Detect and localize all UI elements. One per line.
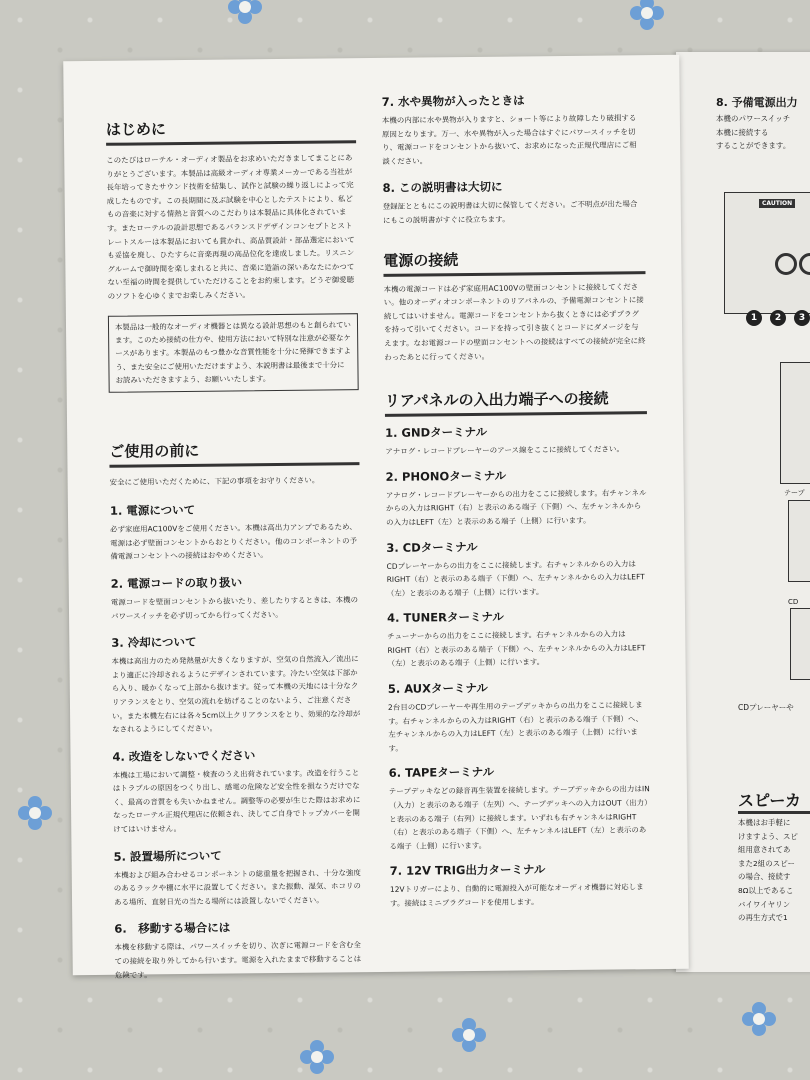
item-title: 6. 移動する場合には [114, 920, 231, 937]
caution-item [382, 178, 644, 228]
item-body: 必ず家庭用AC100Vをご使用ください。本機は高出力アンプであるため、電源は必ず壁面コンセントからおとりください。他のコンポーネントの予備電源コンセントへの接続はおやめください。 [110, 522, 358, 562]
item-title: 5. AUXターミナル [387, 680, 488, 696]
flower-decoration [18, 796, 52, 830]
item-title: 8. この説明書は大切に [382, 180, 503, 196]
item-body: 電源コードを壁面コンセントから抜いたり、差したりするときは、本機のパワースイッチを必ず切ってから行ってください。 [110, 595, 359, 621]
before-use-heading: ご使用の前に [109, 438, 359, 468]
item-body: CDプレーヤーからの出力をここに接続します。右チャンネルからの入力はRIGHT（右）と表示のある端子（下側）へ、左チャンネルからの入力はLEFT（左）と表示のある端子（上側）に行います。 [386, 558, 645, 598]
terminal-item [387, 607, 650, 671]
manual-page [63, 55, 689, 980]
power-body: 本機の電源コードは必ず家庭用AC100Vの壁面コンセントに接続してください。他のオーディオコンポーネントのリアパネルの、予備電源コンセントに接続してはいけません。電源コードをコンセントから抜くときには必ずプラグを持って引いてください。コードを持って引き抜くとコードにダメージを与えます。なお電源コードの壁面コンセントへの接続はすべての接続が完全に終わったあとに行ってください。 [383, 281, 646, 362]
item-title: 4. 改造をしないでください [112, 747, 256, 764]
item-title: 3. CDターミナル [386, 539, 478, 555]
rear-panel-heading: リアパネルの入出力端子への接続 [385, 387, 647, 417]
item-title: 6. TAPEターミナル [388, 765, 495, 781]
flower-decoration [300, 1040, 334, 1074]
terminal-item [386, 466, 649, 530]
device-box [780, 362, 810, 484]
item-title: 1. GNDターミナル [385, 424, 488, 441]
before-use-lead: 安全にご使用いただくために、下記の事項をお守りください。 [109, 475, 320, 487]
intro-heading: はじめに [106, 116, 356, 146]
device-box [790, 608, 810, 680]
item-body: 本機の内部に水や異物が入りますと、ショート等により故障したり破損する原因となります。万一、水や異物が入った場合はすぐにパワースイッチを切り、電源コードをコンセントから抜いて、お求めになった正規代理店にご相談ください。 [381, 113, 637, 166]
before-use-item [113, 846, 364, 909]
item-body: アナログ・レコードプレーヤーのアース線をここに接続してください。 [385, 444, 624, 457]
item-title: 7. 水や異物が入ったときは [381, 93, 525, 109]
item-body: アナログ・レコードプレーヤーからの出力をここに接続します。右チャンネルからの入力はRIGHT（右）と表示のある端子（下側）へ、左チャンネルからの入力はLEFT（左）と表示のある端子（上側）に行います。 [385, 487, 647, 527]
terminal-item [389, 763, 652, 854]
flower-decoration [630, 0, 664, 30]
item-body: 本機を移動する際は、パワースイッチを切り、次ぎに電源コードを含む全ての接続を取り外してから行います。電源を入れたままで移動することは危険です。 [114, 940, 362, 980]
right-column [382, 91, 653, 910]
item-title: 2. PHONOターミナル [385, 468, 507, 484]
cd-label: CD [788, 598, 799, 606]
terminal-marker: 1 [746, 310, 762, 326]
item-body: 本機は工場において調整・検査のうえ出荷されています。改造を行うことはトラブルの原因をつくり出し、感電の危険など安全性を損なうだけでなく、最高の音質をも失いかねません。調整等の必要が生じた際はお求めになったローテル正規代理店に依頼され、決してご自身でトップカバーを開けてはいけません。 [112, 767, 361, 834]
item-title: 1. 電源について [109, 503, 196, 518]
caution-item [382, 91, 645, 168]
item-body: 本機は高出力のため発熱量が大きくなりますが、空気の自然流入／流出により適正に冷却されるようにデザインされています。冷たい空気は下部から入り、暖かくなって上部から抜けます。従って本機の天地には十分なクリアランスをとり、空気の流れを妨げることのないよう、ご注意ください。また本機左右には各々5cm以上クリアランスをとり、効果的な冷却がなされるようにしてください。 [111, 654, 361, 734]
speaker-body: 本機はお手軽に けますよう、スピ 組用意されてあ また2組のスピー の場合、接続す 8Ω以上であるこ バイワイヤリン の再生方式で1 [738, 818, 798, 923]
item-body: テープデッキなどの録音再生装置を接続します。テープデッキからの出力はIN（入力）と表示のある端子（左列）へ、テープデッキへの入力はOUT（出力）と表示のある端子（右列）に接続します。いずれも右チャンネルはRIGHT（右）と表示のある端子（下側）へ、左チャンネルはLEFT（左）と表示のある端子（上側）に行います。 [388, 784, 650, 851]
item-body: 登録証とともにこの説明書は大切に保管してください。ご不明点が出た場合にもこの説明書がすぐに役立ちます。 [382, 199, 638, 225]
terminal-item [390, 861, 652, 911]
terminal-item [386, 537, 649, 601]
terminal-marker: 3 [794, 310, 810, 326]
device-box [788, 500, 810, 582]
caution-label: CAUTION [759, 199, 795, 208]
item-body: 本機および組み合わせるコンポーネントの総重量を把握され、十分な強度のあるラックや棚に水平に設置してください。また振動、湿気、ホコリのある場所、直射日光の当たる場所には設置しないでください。 [113, 867, 362, 907]
terminal-item [388, 678, 651, 755]
item-body: 2台目のCDプレーヤーや再生用のテープデッキからの出力をここに接続します。右チャンネルからの入力はRIGHT（右）と表示のある端子（下側）へ、左チャンネルからの入力はLEFT（左）と表示のある端子（上側）に行います。 [387, 700, 643, 753]
before-use-item [111, 573, 361, 623]
cd-player-label: CDプレーヤーや [738, 703, 794, 712]
intro-body: このたびはローテル・オーディオ製品をお求めいただきましてまことにありがとうございます。本製品は高級オーディオ専業メーカーである当社が長年培ってきたサウンド技術を結集し、試作と試験の繰り返しによって完成したものです。この長期間に及ぶ試験を中心としたテストにより、私どもの音楽に対する情熱と音質へのこだわりは本製品に具体化されています。またローテルの設計思想であるバランスドデザインコンセプトとストレートスルーは本製品においても貫かれ、高品質設計・部品選定においても妥協を廃し、ひたすらに音楽再現の高品位化を達成しました。リスニングルームで御時間を楽しまれると共に、音楽に造詣の深いあなたにかつてない至福の時間を提供していただけることをお約束します。どうぞ御愛聴のソフトを心ゆくまでお楽しみください。 [106, 153, 355, 301]
item-title: 5. 設置場所について [113, 848, 222, 864]
item-title: 2. 電源コードの取り扱い [110, 575, 243, 591]
item-title: 4. TUNERターミナル [387, 609, 504, 626]
terminal-marker: 2 [770, 310, 786, 326]
left-column [106, 116, 365, 982]
notice-box: 本製品は一般的なオーディオ機器とは異なる設計思想のもと創られています。このため接続の仕方や、使用方法において特別な注意が必要なケースがあります。本製品のもつ豊かな音質性能を十分に発揮できますよう、また安全にご使用いただけますよう、本説明書は最後まで十分にお読みいただきますよう、お願いいたします。 [108, 313, 359, 393]
terminal-item [385, 422, 647, 458]
flower-decoration [742, 1002, 776, 1036]
before-use-item [112, 746, 363, 837]
item-body: 12Vトリガーにより、自動的に電源投入が可能なオーディオ機器に対応します。接続はミニプラグコードを使用します。 [389, 882, 644, 908]
before-use-item [111, 632, 362, 736]
speaker-heading: スピーカ [738, 788, 810, 814]
power-heading: 電源の接続 [383, 247, 645, 277]
rear-panel-diagram [724, 192, 810, 314]
item-title: 7. 12V TRIG出力ターミナル [389, 862, 546, 879]
flower-decoration [228, 0, 262, 24]
next-page [676, 52, 810, 972]
before-use-item [110, 500, 361, 563]
tape-label: テープ [784, 489, 805, 497]
flower-decoration [452, 1018, 486, 1052]
item-body: チューナーからの出力をここに接続します。右チャンネルからの入力はRIGHT（右）と表示のある端子（下側）へ、左チャンネルからの入力はLEFT（左）と表示のある端子（上側）に行います。 [387, 629, 646, 669]
section-body: 本機のパワースイッチ 本機に接続する することができます。 [716, 114, 791, 151]
before-use-item [114, 919, 365, 982]
item-title: 3. 冷却について [111, 635, 197, 650]
section-title: 8. 予備電源出力 [716, 96, 798, 109]
